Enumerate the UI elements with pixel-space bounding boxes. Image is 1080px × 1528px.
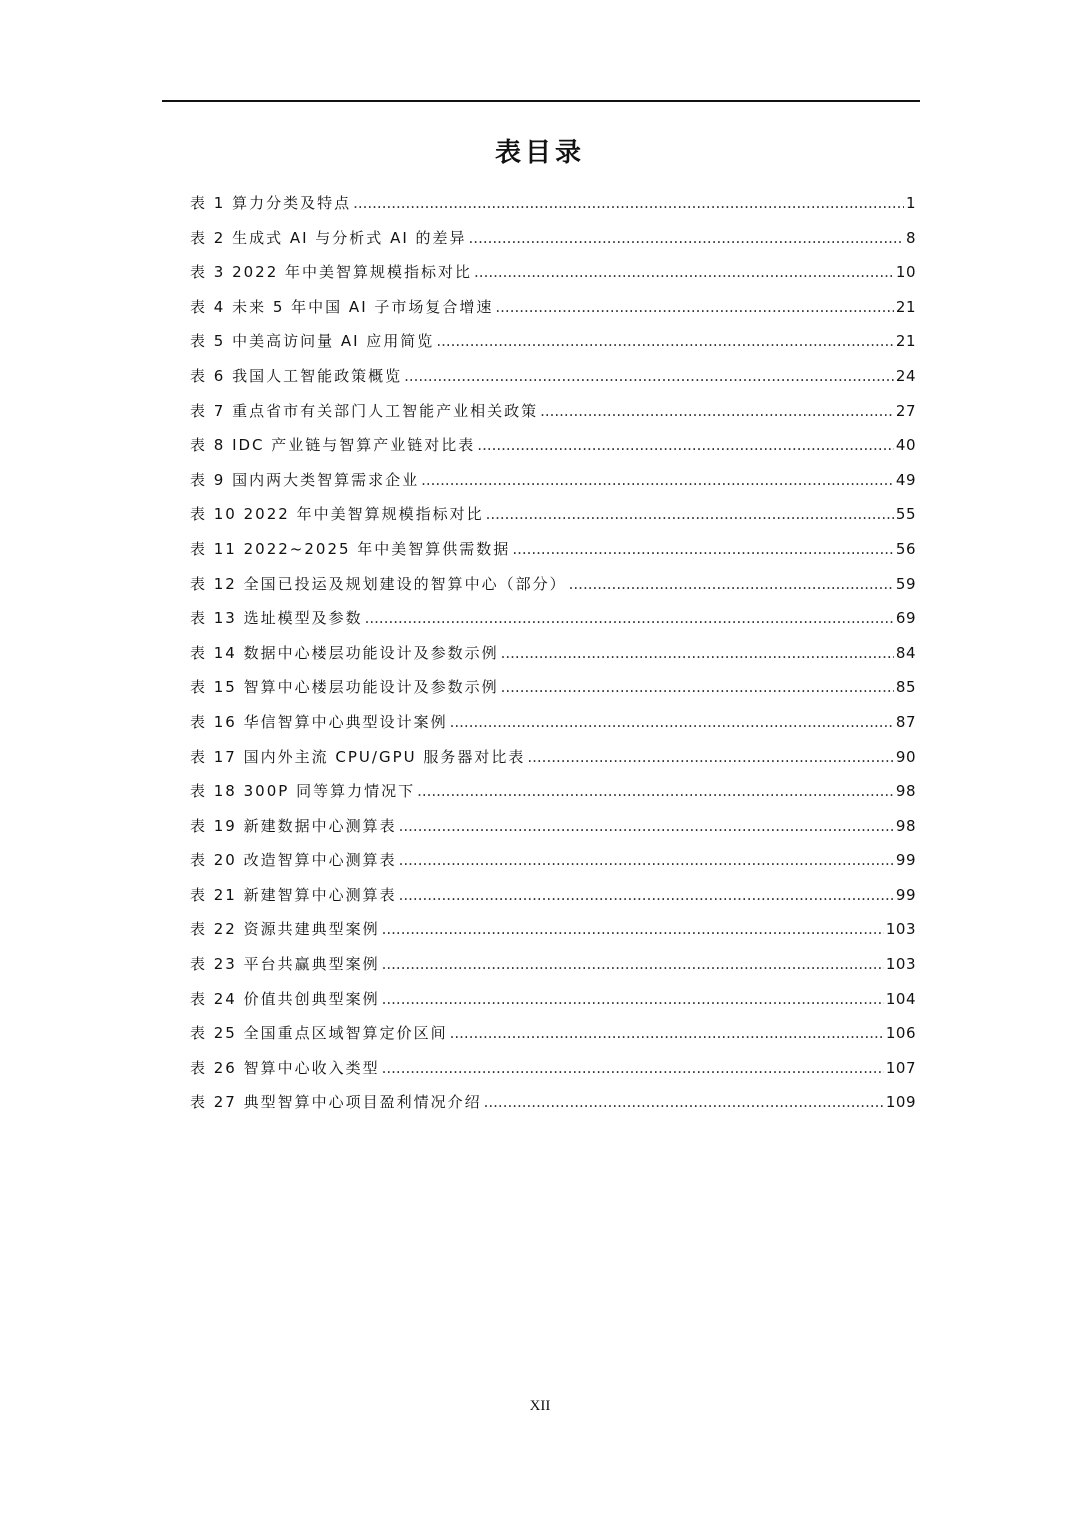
- dot-leader: [484, 1093, 884, 1111]
- toc-entry-page: 69: [895, 609, 916, 628]
- toc-entry-label: 表 17 国内外主流 CPU/GPU 服务器对比表: [190, 747, 526, 766]
- dot-leader: [365, 609, 894, 627]
- dot-leader: [477, 436, 894, 454]
- toc-entry[interactable]: [190, 780, 916, 815]
- dot-leader: [450, 713, 894, 731]
- toc-entry-page: 106: [885, 1024, 916, 1043]
- toc-entry[interactable]: [190, 1057, 916, 1092]
- toc-entry-label: 表 3 2022 年中美智算规模指标对比: [190, 263, 473, 282]
- toc-entry[interactable]: [190, 330, 916, 365]
- toc-entry-label: 表 21 新建智算中心测算表: [190, 885, 397, 904]
- toc-entry[interactable]: [190, 192, 916, 227]
- toc-entry[interactable]: [190, 711, 916, 746]
- toc-entry[interactable]: [190, 988, 916, 1023]
- toc-entry-label: 表 11 2022~2025 年中美智算供需数据: [190, 539, 511, 558]
- toc-entry-label: 表 26 智算中心收入类型: [190, 1058, 380, 1077]
- dot-leader: [382, 955, 884, 973]
- toc-entry-label: 表 6 我国人工智能政策概览: [190, 366, 403, 385]
- toc-entry[interactable]: [190, 1091, 916, 1126]
- dot-leader: [421, 471, 894, 489]
- dot-leader: [382, 1059, 884, 1077]
- toc-entry-label: 表 4 未来 5 年中国 AI 子市场复合增速: [190, 297, 494, 316]
- dot-leader: [495, 298, 894, 316]
- toc-entry-label: 表 14 数据中心楼层功能设计及参数示例: [190, 643, 499, 662]
- header-rule: [162, 100, 920, 102]
- dot-leader: [382, 920, 884, 938]
- toc-entry-page: 104: [885, 989, 916, 1008]
- toc-entry-label: 表 13 选址模型及参数: [190, 609, 363, 628]
- toc-entry-label: 表 18 300P 同等算力情况下: [190, 782, 416, 801]
- toc-entry-label: 表 7 重点省市有关部门人工智能产业相关政策: [190, 401, 539, 420]
- dot-leader: [382, 990, 884, 1008]
- toc-entry-page: 49: [895, 470, 916, 489]
- table-of-tables: [190, 192, 916, 1126]
- toc-entry-label: 表 27 典型智算中心项目盈利情况介绍: [190, 1093, 482, 1112]
- toc-entry-page: 84: [895, 643, 916, 662]
- toc-entry-page: 10: [895, 263, 916, 282]
- toc-entry-label: 表 23 平台共赢典型案例: [190, 955, 380, 974]
- toc-entry[interactable]: [190, 365, 916, 400]
- toc-entry-label: 表 9 国内两大类智算需求企业: [190, 470, 420, 489]
- toc-entry-page: 59: [895, 574, 916, 593]
- dot-leader: [450, 1024, 884, 1042]
- toc-entry-label: 表 24 价值共创典型案例: [190, 989, 380, 1008]
- page-number: XII: [529, 1398, 551, 1414]
- toc-entry-page: 27: [895, 401, 916, 420]
- toc-entry-page: 1: [905, 194, 916, 212]
- dot-leader: [404, 367, 894, 385]
- toc-entry[interactable]: [190, 642, 916, 677]
- toc-entry-label: 表 20 改造智算中心测算表: [190, 851, 397, 870]
- toc-entry-page: 90: [895, 747, 916, 766]
- toc-entry-page: 85: [895, 678, 916, 697]
- toc-entry[interactable]: [190, 469, 916, 504]
- toc-entry[interactable]: [190, 296, 916, 331]
- toc-entry-page: 103: [885, 955, 916, 974]
- toc-entry-page: 87: [895, 712, 916, 731]
- toc-entry-label: 表 8 IDC 产业链与智算产业链对比表: [190, 436, 476, 455]
- toc-entry-page: 98: [895, 816, 916, 835]
- toc-entry-page: 109: [885, 1093, 916, 1112]
- toc-entry[interactable]: [190, 538, 916, 573]
- toc-entry-page: 40: [895, 436, 916, 455]
- toc-entry[interactable]: [190, 573, 916, 608]
- toc-entry[interactable]: [190, 815, 916, 850]
- toc-entry[interactable]: [190, 918, 916, 953]
- toc-entry-page: 8: [905, 228, 916, 247]
- toc-entry-label: 表 15 智算中心楼层功能设计及参数示例: [190, 678, 499, 697]
- toc-entry-label: 表 5 中美高访问量 AI 应用简览: [190, 332, 435, 351]
- dot-leader: [501, 678, 894, 696]
- toc-entry[interactable]: [190, 1022, 916, 1057]
- dot-leader: [417, 782, 894, 800]
- dot-leader: [399, 851, 894, 869]
- dot-leader: [469, 229, 904, 247]
- toc-entry-page: 24: [895, 366, 916, 385]
- toc-entry[interactable]: [190, 953, 916, 988]
- toc-entry-label: 表 10 2022 年中美智算规模指标对比: [190, 505, 484, 524]
- toc-entry[interactable]: [190, 503, 916, 538]
- toc-entry[interactable]: [190, 884, 916, 919]
- toc-entry-label: 表 12 全国已投运及规划建设的智算中心（部分）: [190, 574, 567, 593]
- dot-leader: [527, 748, 894, 766]
- dot-leader: [540, 402, 894, 420]
- dot-leader: [501, 644, 894, 662]
- toc-entry-label: 表 16 华信智算中心典型设计案例: [190, 712, 448, 731]
- toc-entry[interactable]: [190, 746, 916, 781]
- dot-leader: [569, 575, 894, 593]
- toc-entry-label: 表 25 全国重点区域智算定价区间: [190, 1024, 448, 1043]
- toc-entry-page: 21: [895, 332, 916, 351]
- toc-entry-label: 表 1 算力分类及特点: [190, 194, 352, 212]
- toc-entry-page: 21: [895, 297, 916, 316]
- toc-entry[interactable]: [190, 849, 916, 884]
- toc-entry-label: 表 22 资源共建典型案例: [190, 920, 380, 939]
- toc-entry-page: 107: [885, 1058, 916, 1077]
- toc-entry-page: 55: [895, 505, 916, 524]
- toc-entry[interactable]: [190, 227, 916, 262]
- dot-leader: [436, 332, 894, 350]
- dot-leader: [399, 886, 894, 904]
- toc-entry-page: 103: [885, 920, 916, 939]
- dot-leader: [399, 817, 894, 835]
- toc-entry[interactable]: [190, 676, 916, 711]
- toc-entry[interactable]: [190, 400, 916, 435]
- dot-leader: [474, 263, 894, 281]
- dot-leader: [353, 194, 904, 212]
- toc-entry-page: 56: [895, 539, 916, 558]
- toc-entry-label: 表 19 新建数据中心测算表: [190, 816, 397, 835]
- toc-entry-label: 表 2 生成式 AI 与分析式 AI 的差异: [190, 228, 467, 247]
- dot-leader: [512, 540, 894, 558]
- dot-leader: [486, 505, 894, 523]
- toc-entry-page: 99: [895, 851, 916, 870]
- toc-entry-page: 98: [895, 782, 916, 801]
- toc-entry[interactable]: [190, 434, 916, 469]
- toc-entry-page: 99: [895, 885, 916, 904]
- toc-entry[interactable]: [190, 261, 916, 296]
- toc-entry[interactable]: [190, 607, 916, 642]
- page-title: 表目录: [494, 138, 585, 168]
